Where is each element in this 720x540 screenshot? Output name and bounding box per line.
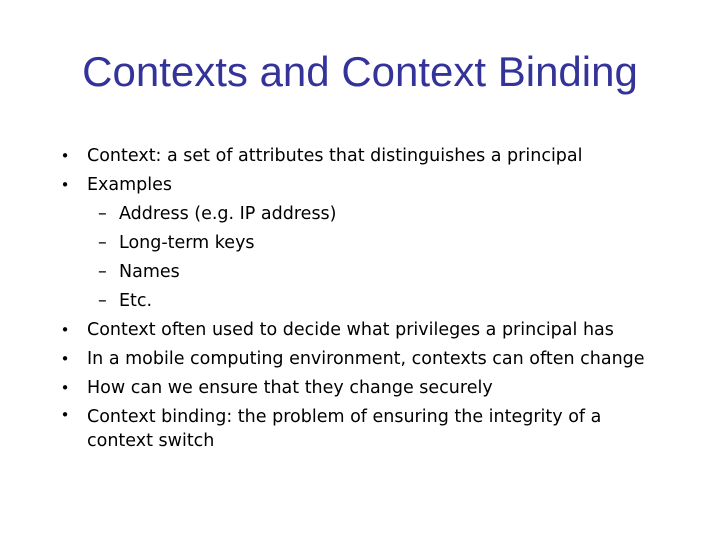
bullet-dot-icon: • bbox=[60, 147, 70, 165]
bullet-dot-icon: • bbox=[60, 406, 70, 424]
dash-icon: – bbox=[98, 233, 107, 253]
bullet-list bbox=[58, 142, 668, 453]
bullet-text: How can we ensure that they change securely bbox=[87, 378, 493, 398]
sub-bullet-text: Long-term keys bbox=[119, 233, 255, 253]
sub-bullet-item bbox=[58, 287, 668, 316]
bullet-item bbox=[58, 142, 668, 171]
bullet-dot-icon: • bbox=[60, 321, 70, 339]
sub-bullet-item bbox=[58, 200, 668, 229]
bullet-item bbox=[58, 403, 627, 453]
sub-bullet-list bbox=[58, 200, 668, 316]
bullet-item bbox=[58, 345, 668, 374]
sub-bullet-item bbox=[58, 229, 668, 258]
bullet-item bbox=[58, 374, 668, 403]
bullet-text: Examples bbox=[87, 175, 173, 195]
bullet-item bbox=[58, 171, 668, 200]
sub-bullet-text: Names bbox=[119, 262, 180, 282]
dash-icon: – bbox=[98, 291, 107, 311]
bullet-text: Context binding: the problem of ensuring the integrity of a context switch bbox=[87, 407, 602, 451]
sub-bullet-text: Etc. bbox=[119, 291, 153, 311]
bullet-dot-icon: • bbox=[60, 379, 70, 397]
bullet-dot-icon: • bbox=[60, 176, 70, 194]
dash-icon: – bbox=[98, 204, 107, 224]
bullet-text: In a mobile computing environment, contexts can often change bbox=[87, 349, 645, 369]
bullet-text: Context: a set of attributes that distinguishes a principal bbox=[87, 146, 583, 166]
bullet-text: Context often used to decide what privileges a principal has bbox=[87, 320, 614, 340]
bullet-item bbox=[58, 316, 668, 345]
sub-bullet-item bbox=[58, 258, 668, 287]
dash-icon: – bbox=[98, 262, 107, 282]
sub-bullet-text: Address (e.g. IP address) bbox=[119, 204, 337, 224]
slide-title: Contexts and Context Binding bbox=[82, 48, 638, 95]
sub-list-container bbox=[58, 200, 668, 316]
bullet-dot-icon: • bbox=[60, 350, 70, 368]
